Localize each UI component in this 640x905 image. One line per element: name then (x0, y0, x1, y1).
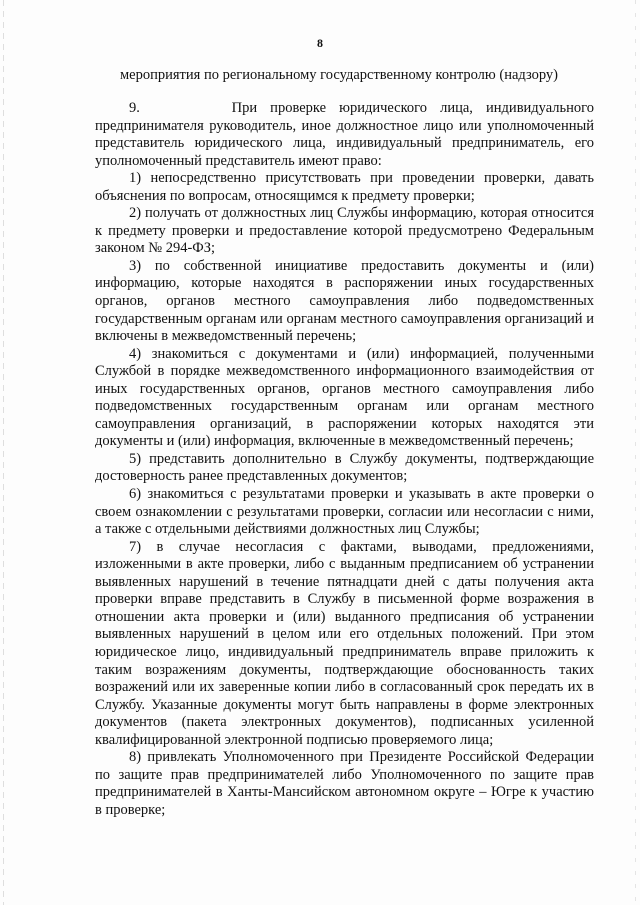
paragraph-subitem-5: 5) представить дополнительно в Службу документы, подтверждающие достоверность ранее представленных документов; (95, 450, 594, 485)
scan-edge-left (3, 0, 4, 905)
document-body (95, 100, 594, 819)
paragraph-item-9: 9. При проверке юридического лица, индивидуального предпринимателя руководитель, иное должностное лицо или уполномоченный представитель юридического лица, индивидуальный предприниматель, его уполномоченный представитель имеют право: (95, 100, 594, 169)
paragraph-subitem-2: 2) получать от должностных лиц Службы информацию, которая относится к предмету проверки и предоставление которой предусмотрено Федеральным законом № 294-ФЗ; (95, 205, 594, 257)
paragraph-subitem-1: 1) непосредственно присутствовать при проведении проверки, давать объяснения по вопросам, относящимся к предмету проверки; (95, 170, 594, 204)
scan-edge-right (635, 0, 636, 905)
paragraph-subitem-6: 6) знакомиться с результатами проверки и указывать в акте проверки о своем ознакомлении с результатами проверки, согласии или несогласии с ними, а также с отдельными действиями должностных лиц Службы; (95, 486, 594, 538)
page-number: 8 (317, 36, 323, 50)
paragraph-subitem-8: 8) привлекать Уполномоченного при Президенте Российской Федерации по защите прав предпринимателей либо Уполномоченного по защите прав предпринимателей в Ханты-Мансийском автономном округе – Югре к участию в проверке; (95, 749, 594, 818)
paragraph-subitem-7: 7) в случае несогласия с фактами, выводами, предложениями, изложенными в акте проверки, либо с выданным предписанием об устранении выявленных нарушений в течение пятнадцати дней с даты получения акта проверки вправе представить в Службу в письменной форме возражения в отношении акта проверки и (или) выданного предписания об устранении выявленных нарушений в целом или его отдельных положений. При этом юридическое лицо, индивидуальный предприниматель вправе приложить к таким возражениям документы, подтверждающие обоснованность таких возражений или их заверенные копии либо в согласованный срок передать их в Службу. Указанные документы могут быть направлены в форме электронных документов (пакета электронных документов), подписанных усиленной квалифицированной электронной подписью проверяемого лица; (95, 538, 594, 748)
paragraph-subitem-3: 3) по собственной инициативе предоставить документы и (или) информацию, которые находятся в распоряжении иных государственных органов, органов местного самоуправления либо подведомственных государственным органам или органам местного самоуправления организаций и включены в межведомственный перечень; (95, 257, 594, 345)
paragraph-subitem-4: 4) знакомиться с документами и (или) информацией, полученными Службой в порядке межведомственного информационного взаимодействия от иных государственных органов, органов местного самоуправления либо подведомственных государственным органам или органам местного самоуправления организаций, в распоряжении которых находятся эти документы и (или) информация, включенные в межведомственный перечень; (95, 345, 594, 450)
running-head: мероприятия по региональному государственному контролю (надзору) (120, 67, 558, 83)
